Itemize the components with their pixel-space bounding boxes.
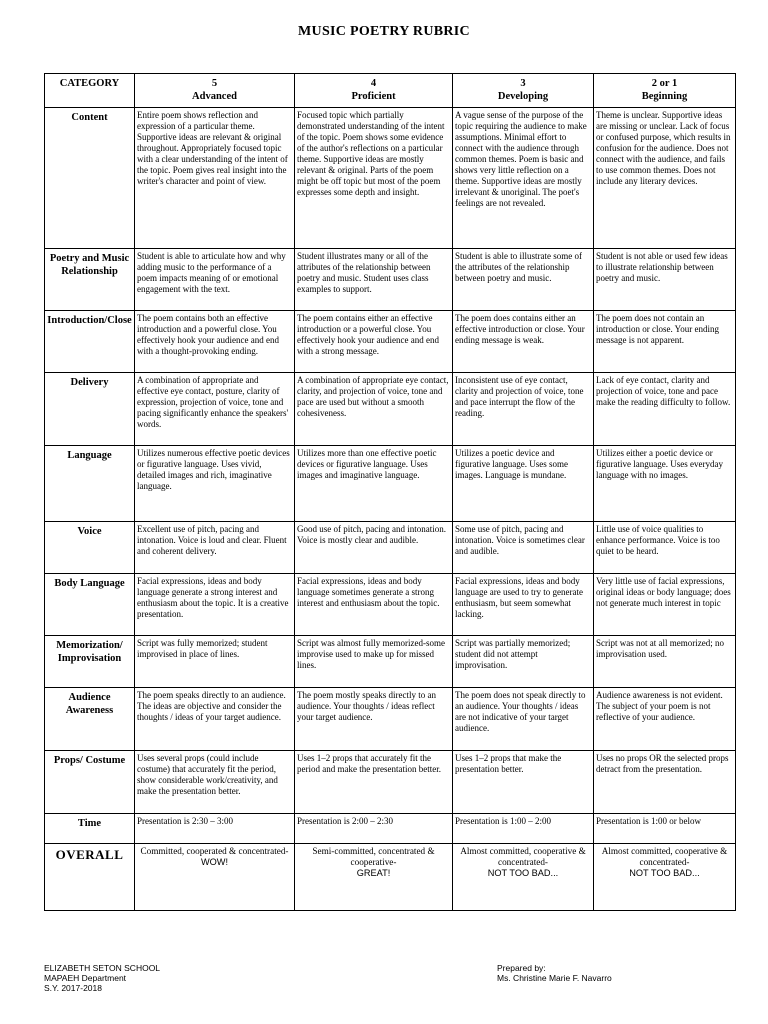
category-label: Delivery	[45, 373, 135, 446]
rubric-cell: The poem speaks directly to an audience. The ideas are objective and consider the thoughts / ideas of your target audience.	[135, 688, 295, 751]
header-level-name: Developing	[497, 91, 549, 102]
rubric-cell: Presentation is 1:00 or below	[594, 814, 736, 844]
prepared-by-label: Prepared by:	[497, 963, 546, 973]
rubric-cell: Student illustrates many or all of the attributes of the relationship between poetry and music. Student uses class examples to support.	[295, 249, 453, 311]
rubric-cell: Student is able to articulate how and why adding music to the performance of a poem impacts meaning of or emotional engagement with the text.	[135, 249, 295, 311]
header-row	[45, 74, 736, 108]
rubric-cell: Lack of eye contact, clarity and projection of voice, tone and pace make the reading difficulty to follow.	[594, 373, 736, 446]
table-row	[45, 522, 736, 574]
header-level-name: Proficient	[351, 91, 396, 102]
rubric-cell: Some use of pitch, pacing and intonation. Voice is sometimes clear and audible.	[453, 522, 594, 574]
category-label: Memorization/ Improvisation	[45, 636, 135, 688]
rubric-cell: Presentation is 2:00 – 2:30	[295, 814, 453, 844]
overall-label: OVERALL	[45, 844, 135, 911]
rubric-cell: Script was almost fully memorized-some improvise used to make up for missed lines.	[295, 636, 453, 688]
rubric-cell: Utilizes a poetic device and figurative language. Uses some images. Language is mundane.	[453, 446, 594, 522]
table-row	[45, 688, 736, 751]
school-year: S.Y. 2017-2018	[44, 983, 102, 993]
category-label: Props/ Costume	[45, 751, 135, 814]
table-row	[45, 311, 736, 373]
rubric-cell: The poem mostly speaks directly to an audience. Your thoughts / ideas reflect your target audience.	[295, 688, 453, 751]
rubric-cell: Entire poem shows reflection and expression of a particular theme. Supportive ideas are relevant & original throughout. Appropriately focused topic with a clear understanding of the intent of the topic. Poem gives real insight into the writer's character and point of view.	[135, 108, 295, 249]
header-score: 2 or 1	[651, 78, 678, 89]
overall-cell	[594, 844, 736, 911]
rubric-cell: Theme is unclear. Supportive ideas are missing or unclear. Lack of focus or confused purpose, which results in confusion for the audience. Does not connect with the audience, and fails to use common themes. Does not include any literary devices.	[594, 108, 736, 249]
rubric-cell: Student is able to illustrate some of the attributes of the relationship between poetry and music.	[453, 249, 594, 311]
rubric-cell: Utilizes more than one effective poetic devices or figurative language. Uses images and imaginative language.	[295, 446, 453, 522]
rubric-cell: Focused topic which partially demonstrated understanding of the intent of the topic. Poem shows some evidence of the author's reflections on a particular theme. Supportive ideas are mostly relevant & original. Parts of the poem might be off topic but most of the poem expresses some depth and insight.	[295, 108, 453, 249]
overall-cell	[135, 844, 295, 911]
overall-verdict: NOT TOO BAD...	[629, 868, 700, 878]
overall-cell	[453, 844, 594, 911]
header-category: CATEGORY	[45, 74, 135, 108]
rubric-cell: A vague sense of the purpose of the topic requiring the audience to make assumptions. Minimal effort to connect with the audience through common themes. Poem is basic and shows very little reflection on a theme. Supportive ideas are mostly irrelevant & unoriginal. The poet's feelings are not revealed.	[453, 108, 594, 249]
header-score: 3	[520, 78, 526, 89]
table-row	[45, 446, 736, 522]
overall-text: Almost committed, cooperative & concentrated-	[601, 846, 728, 867]
page-title: MUSIC POETRY RUBRIC	[298, 24, 470, 39]
table-row	[45, 751, 736, 814]
category-label: Audience Awareness	[45, 688, 135, 751]
overall-verdict: GREAT!	[356, 868, 391, 878]
table-row	[45, 249, 736, 311]
header-level-name: Advanced	[192, 91, 237, 102]
rubric-cell: A combination of appropriate eye contact, clarity, and projection of voice, tone and pace are used but without a smooth cohesiveness.	[295, 373, 453, 446]
rubric-cell: The poem does contains either an effective introduction or close. Your ending message is weak.	[453, 311, 594, 373]
rubric-cell: The poem contains either an effective introduction or a powerful close. You effectively hook your audience and end with a strong message.	[295, 311, 453, 373]
header-score: 4	[370, 78, 377, 89]
rubric-cell: Script was partially memorized; student did not attempt improvisation.	[453, 636, 594, 688]
header-score: 5	[211, 78, 218, 89]
header-level	[594, 74, 736, 108]
overall-verdict: WOW!	[200, 857, 229, 867]
rubric-cell: Uses 1–2 props that make the presentation better.	[453, 751, 594, 814]
footer-prepared-by	[497, 963, 612, 983]
rubric-cell: Presentation is 2:30 – 3:00	[135, 814, 295, 844]
rubric-cell: Little use of voice qualities to enhance performance. Voice is too quiet to be heard.	[594, 522, 736, 574]
rubric-cell: The poem does not speak directly to an audience. Your thoughts / ideas are not indicative of your target audience.	[453, 688, 594, 751]
overall-text: Committed, cooperated & concentrated-	[140, 846, 289, 856]
category-label: Time	[45, 814, 135, 844]
rubric-cell: Very little use of facial expressions, original ideas or body language; does not generate much interest in topic	[594, 574, 736, 636]
table-row	[45, 108, 736, 249]
rubric-cell: Facial expressions, ideas and body language are used to try to generate enthusiasm, but seem somewhat lacking.	[453, 574, 594, 636]
overall-text: Semi-committed, concentrated & cooperative-	[312, 846, 435, 867]
rubric-cell: The poem does not contain an introduction or close. Your ending message is not apparent.	[594, 311, 736, 373]
rubric-cell: Presentation is 1:00 – 2:00	[453, 814, 594, 844]
rubric-cell: Facial expressions, ideas and body language sometimes generate a strong interest and enthusiasm about the topic.	[295, 574, 453, 636]
rubric-cell: Utilizes either a poetic device or figurative language. Uses everyday language with no images.	[594, 446, 736, 522]
category-label: Content	[45, 108, 135, 249]
rubric-cell: Good use of pitch, pacing and intonation. Voice is mostly clear and audible.	[295, 522, 453, 574]
overall-row	[45, 844, 736, 911]
header-level-name: Beginning	[641, 91, 688, 102]
category-label: Body Language	[45, 574, 135, 636]
table-row	[45, 574, 736, 636]
category-label: Language	[45, 446, 135, 522]
rubric-cell: Script was not at all memorized; no improvisation used.	[594, 636, 736, 688]
rubric-cell: A combination of appropriate and effective eye contact, posture, clarity of expression, projection of voice, tone and pacing significantly enhance the speakers' words.	[135, 373, 295, 446]
category-label: Poetry and Music Relationship	[45, 249, 135, 311]
category-label: Introduction/Close	[45, 311, 135, 373]
header-level	[135, 74, 295, 108]
rubric-cell: Audience awareness is not evident. The subject of your poem is not reflective of your audience.	[594, 688, 736, 751]
header-level	[295, 74, 453, 108]
overall-cell	[295, 844, 453, 911]
table-row	[45, 814, 736, 844]
prepared-by-name: Ms. Christine Marie F. Navarro	[497, 973, 612, 983]
department-name: MAPAEH Department	[44, 973, 127, 983]
school-name: ELIZABETH SETON SCHOOL	[44, 963, 161, 973]
overall-text: Almost committed, cooperative & concentrated-	[460, 846, 586, 867]
rubric-cell: Utilizes numerous effective poetic devices or figurative language. Uses vivid, detailed images and rich, imaginative language.	[135, 446, 295, 522]
header-level	[453, 74, 594, 108]
table-row	[45, 636, 736, 688]
overall-verdict: NOT TOO BAD...	[487, 868, 559, 878]
rubric-cell: Student is not able or used few ideas to illustrate relationship between poetry and music.	[594, 249, 736, 311]
rubric-cell: Uses 1–2 props that accurately fit the period and make the presentation better.	[295, 751, 453, 814]
rubric-cell: Excellent use of pitch, pacing and intonation. Voice is loud and clear. Fluent and coherent delivery.	[135, 522, 295, 574]
rubric-table	[44, 73, 736, 911]
rubric-cell: Uses several props (could include costume) that accurately fit the period, show considerable work/creativity, and make the presentation better.	[135, 751, 295, 814]
category-label: Voice	[45, 522, 135, 574]
table-row	[45, 373, 736, 446]
rubric-cell: Inconsistent use of eye contact, clarity and projection of voice, tone and pace interrupt the flow of the reading.	[453, 373, 594, 446]
rubric-cell: Facial expressions, ideas and body language generate a strong interest and enthusiasm about the topic. It is a creative presentation.	[135, 574, 295, 636]
rubric-cell: Script was fully memorized; student improvised in place of lines.	[135, 636, 295, 688]
rubric-cell: Uses no props OR the selected props detract from the presentation.	[594, 751, 736, 814]
rubric-cell: The poem contains both an effective introduction and a powerful close. You effectively hook your audience and end with a thought-provoking ending.	[135, 311, 295, 373]
footer-school-info	[44, 963, 160, 993]
